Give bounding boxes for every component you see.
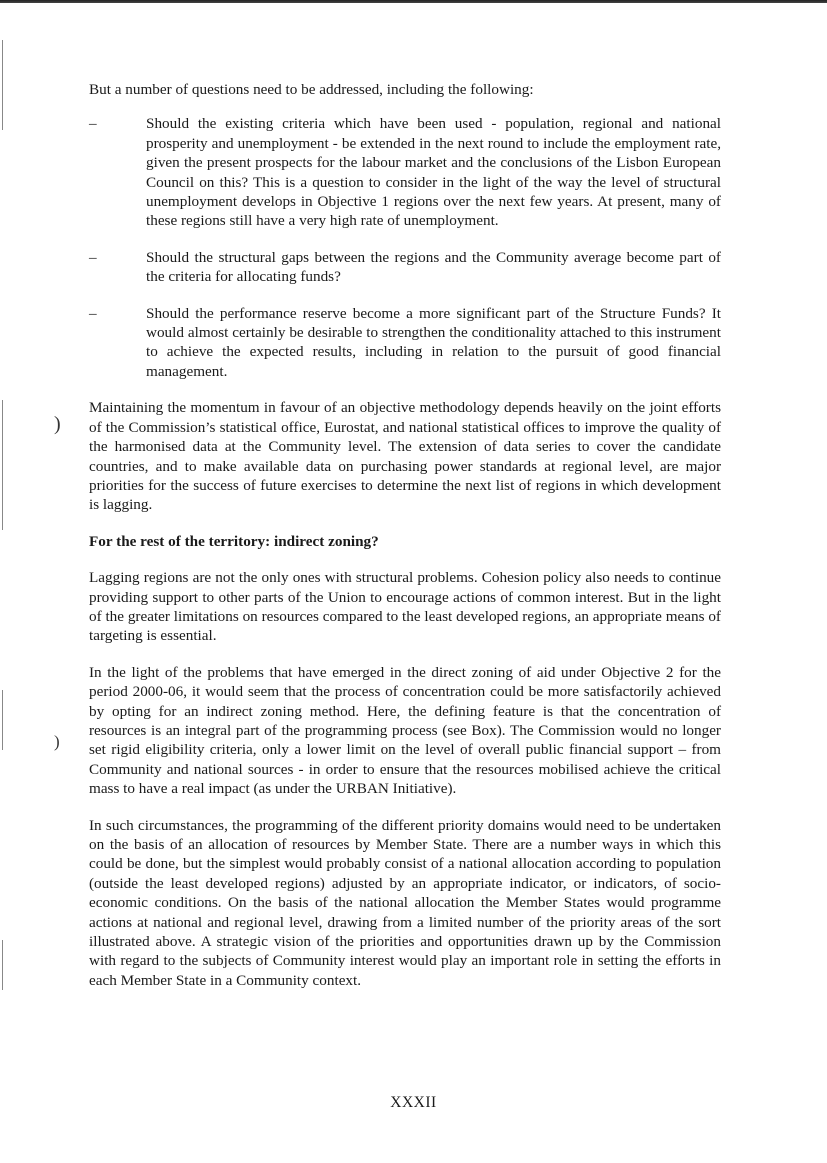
- scan-edge-line: [2, 940, 3, 990]
- programming-paragraph: In such circumstances, the programming of the different priority domains would need to be undertaken on the basis of an allocation of resources by Member State. There are a number ways in which this could be done, but the simplest would probably consist of a national allocation according to population (outside the least developed regions) adjusted by an appropriate indicator, or indicators, of socio-economic conditions. On the basis of the national allocation the Member States would programme actions at national and regional level, drawing from a limited number of the priority areas of the sort illustrated above. A strategic vision of the priorities and opportunities drawn up by the Commission with regard to the subjects of Community interest would play an important role in setting the efforts in each Member State in a Community context.: [89, 816, 721, 989]
- section-heading: For the rest of the territory: indirect zoning?: [89, 532, 379, 550]
- margin-parenthesis: ): [54, 732, 60, 751]
- question-item: [89, 304, 721, 382]
- question-item: [89, 114, 721, 230]
- document-body: [89, 80, 721, 1007]
- top-border-rule: [0, 0, 827, 3]
- dash-bullet: –: [89, 115, 97, 133]
- margin-parenthesis: ): [54, 413, 61, 435]
- scan-edge-line: [2, 690, 3, 750]
- indirect-zoning-paragraph: In the light of the problems that have emerged in the direct zoning of aid under Objective 2 for the period 2000-06, it would seem that the process of concentration could be more satisfactorily achieved by opting for an indirect zoning method. Here, the defining feature is that the concentration of resources is an integral part of the programming process (see Box). The Commission would no longer set rigid eligibility criteria, only a lower limit on the level of overall public financial support – from Community and national sources - in order to ensure that the resources mobilised achieve the critical mass to have a real impact (as under the URBAN Initiative).: [89, 663, 721, 798]
- question-text: Should the existing criteria which have been used - population, regional and national prosperity and unemployment - be extended in the next round to include the employment rate, given the present prospects for the labour market and the conclusions of the Lisbon European Council on this? This is a question to consider in the light of the way the level of structural unemployment develops in Objective 1 regions over the next few years. At present, many of these regions still have a very high rate of unemployment.: [146, 115, 721, 230]
- scan-edge-line: [2, 40, 3, 130]
- methodology-paragraph: Maintaining the momentum in favour of an objective methodology depends heavily on the joint efforts of the Commission’s statistical office, Eurostat, and national statistical offices to improve the quality of the harmonised data at the Community level. The extension of data series to cover the candidate countries, and to make available data on purchasing power standards at regional level, are major priorities for the success of future exercises to determine the next list of regions in which development is lagging.: [89, 399, 721, 514]
- question-text: Should the performance reserve become a more significant part of the Structure Funds? It would almost certainly be desirable to strengthen the conditionality attached to this instrument to achieve the expected results, including in relation to the pursuit of good financial management.: [146, 304, 721, 380]
- dash-bullet: –: [89, 304, 97, 322]
- question-item: [89, 248, 721, 287]
- scan-edge-line: [2, 400, 3, 530]
- question-text: Should the structural gaps between the regions and the Community average become part of the criteria for allocating funds?: [146, 248, 721, 286]
- intro-paragraph: But a number of questions need to be addressed, including the following:: [89, 81, 534, 98]
- page-number: XXXII: [390, 1094, 437, 1111]
- lagging-regions-paragraph: Lagging regions are not the only ones with structural problems. Cohesion policy also needs to continue providing support to other parts of the Union to encourage actions of common interest. But in the light of the greater limitations on resources compared to the least developed regions, an appropriate means of targeting is essential.: [89, 569, 721, 645]
- dash-bullet: –: [89, 248, 97, 266]
